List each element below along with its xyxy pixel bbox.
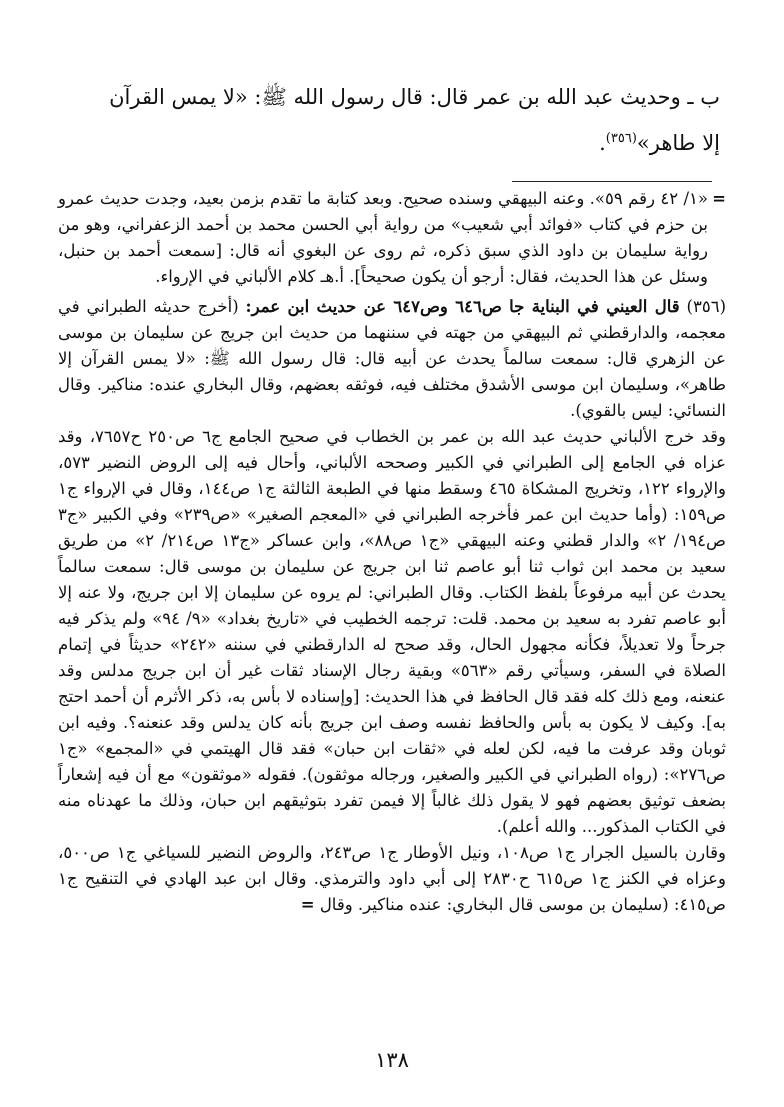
sentence-end: . <box>599 131 606 155</box>
footnotes-section <box>58 186 726 918</box>
footnote-reference[interactable]: (٣٥٦) <box>605 131 637 146</box>
footnote-356-p2: وقد خرج الألباني حديث عبد الله بن عمر بن الخطاب في صحيح الجامع ج٦ ص٢٥٠ ح٧٦٥٧، وقد عزاه في الجامع إلى الطبراني في الكبير وصححه الألباني، وأحال فيه إلى الروض النضير ٥٧٣، والإرواء ١٢٢، وتخريج المشكاة ٤٦٥ وسقط منها في الطبعة الثالثة ج١ ص١٤٤، وقال في الإرواء ج١ ص١٥٩: (وأما حديث ابن عمر فأخرجه الطبراني في «المعجم الصغير» «ص٢٣٩» وفي الكبير «ج٣ ص١٩٤/ ٢» والدار قطني وعنه البيهقي «ج١ ص٨٨»، وابن عساكر «ج١٣ ص٢١٤/ ٢» من طريق سعيد بن محمد ابن ثواب ثنا أبو عاصم ثنا ابن جريج عن سليمان بن موسى قال: سمعت سالماً يحدث عن أبيه مرفوعاً بلفظ الكتاب. وقال الطبراني: لم يروه عن سليمان إلا ابن جريج، ولا عنه إلا أبو عاصم تفرد به سعيد بن محمد. قلت: ترجمه الخطيب في «تاريخ بغداد» «٩/ ٩٤» ولم يذكر فيه جرحاً ولا تعديلاً، فكأنه مجهول الحال، وقد صحح له الدارقطني في سننه «٢٤٢» حديثاً في إتمام الصلاة في السفر، وسيأتي رقم «٥٦٣» وبقية رجال الإسناد ثقات غير أن ابن جريج مدلس وقد عنعنه، ومع ذلك كله فقد قال الحافظ في هذا الحديث: [وإسناده لا بأس به، ذكر الأثرم أن أحمد احتج به]. وكيف لا يكون به بأس والحافظ نفسه وصف ابن جريج بأنه كان يدلس وقد عنعنه؟. وفيه ابن ثوبان وقد عرفت ما فيه، لكن لعله في «ثقات ابن حبان» فقد قال الهيتمي في «المجمع» «ج١ ص٢٧٦»: (رواه الطبراني في الكبير والصغير، ورجاله موثقون). فقوله «موثقون» مع أن فيه إشعاراً بضعف توثيق بعضهم فهو لا يقول ذلك غالباً إلا فيمن تفرد بتوثيقهم ابن حبان، وذلك ما عهدناه منه في الكتاب المذكور... والله أعلم). <box>58 427 727 836</box>
main-hadith-line1: ب ـ وحديث عبد الله بن عمر قال: قال رسول الله ﷺ: «لا يمس القرآن <box>109 85 720 109</box>
footnote-continuation-text: «١/ ٤٢ رقم ٥٩». وعنه البيهقي وسنده صحيح. وبعد كتابة ما تقدم بزمن بعيد، وجدت حديث عمرو بن حزم في كتاب «فوائد أبي شعيب» من رواية أبي الحسن محمد بن أحمد الزعفراني، وهو من رواية سليمان بن داود الذي سبق ذكره، ثم روى عن البغوي أنه قال: [سمعت أحمد بن حنبل، وسئل عن هذا الحديث، فقال: أرجو أن يكون صحيحاً]. أ.هـ كلام الألباني في الإرواء. <box>58 189 708 286</box>
main-text-line <box>70 118 720 164</box>
footnote-356-p3 <box>58 840 726 918</box>
footnote-356-lead: قال العيني في البناية جا ص٦٤٦ وص٦٤٧ عن حديث ابن عمر: <box>245 297 680 316</box>
footnote-continuation <box>58 186 726 290</box>
continuation-marker-end: = <box>300 895 315 914</box>
footnote-separator <box>512 181 712 182</box>
main-text <box>70 76 720 164</box>
continuation-marker: = <box>712 189 726 208</box>
main-text-line <box>70 76 720 118</box>
footnote-number: (٣٥٦) <box>686 297 726 316</box>
footnote-356 <box>58 294 726 918</box>
main-hadith-line2: إلا طاهر» <box>636 131 720 155</box>
footnote-356-quote: (أخرج حديثه الطبراني في معجمه، والدارقطني ثم البيهقي من جهته في سننهما من حديث ابن جريج عن سليمان بن موسى عن الزهري قال: سمعت سالماً يحدث عن أبيه قال: قال رسول الله ﷺ: «لا يمس القرآن إلا طاهر»، وسليمان ابن موسى الأشدق مختلف فيه، فوثقه بعضهم، وقال البخاري عنده: مناكير. وقال النسائي: ليس بالقوي). <box>58 297 726 420</box>
page-number: ١٣٨ <box>375 1048 409 1072</box>
footnote-356-p3-text: وقارن بالسيل الجرار ج١ ص١٠٨، ونيل الأوطار ج١ ص٢٤٣، والروض النضير للسياغي ج١ ص٥٠٠، وعزاه في الكنز ج١ ص٦١٥ ح٢٨٣٠ إلى أبي داود والترمذي. وقال ابن عبد الهادي في التنقيح ج١ ص٤١٥: (سليمان بن موسى قال البخاري: عنده مناكير. وقال <box>58 843 726 914</box>
footnote-356-p1 <box>58 294 726 424</box>
